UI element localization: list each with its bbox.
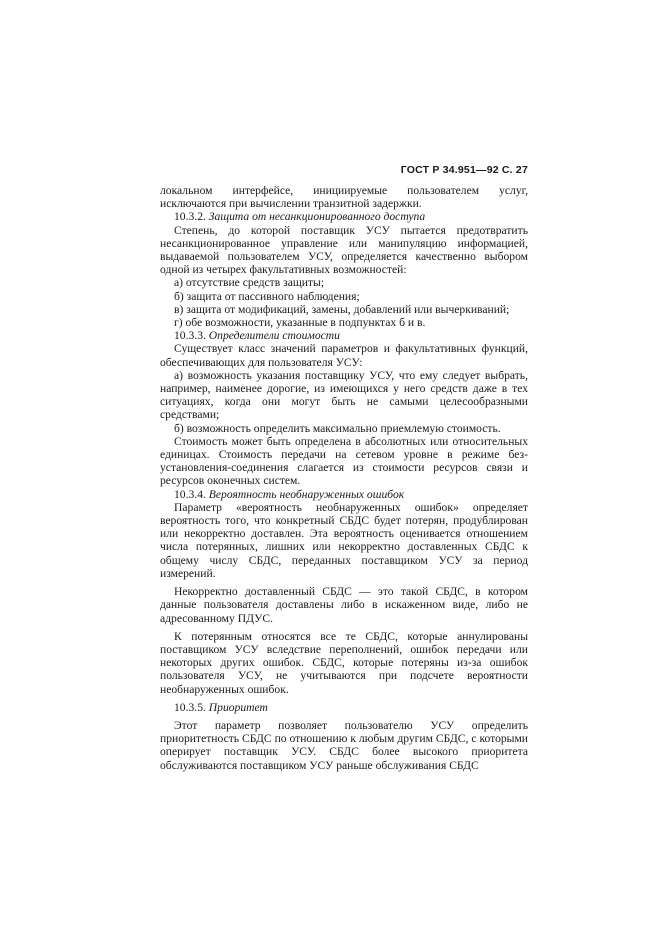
section-title: Приоритет (208, 700, 268, 714)
list-item: б) возможность определить максимально приемлемую стоимость. (174, 421, 501, 435)
paragraph: Степень, до которой поставщик УСУ пытается предотвратить несанкционированное управление или манипуляцию информацией, выдаваемой пользователем УСУ, определяется качественно выбором одной из четырех факультативных возможностей: (160, 223, 528, 277)
paragraph: Существует класс значений параметров и факультативных функций, обеспечивающих для пользователя УСУ: (160, 342, 528, 369)
list-item: в) защита от модификаций, замены, добавлений или вычеркиваний; (174, 302, 510, 316)
page-header: ГОСТ Р 34.951—92 С. 27 (400, 164, 528, 176)
paragraph: Параметр «вероятность необнаруженных ошибок» определяет вероятность того, что конкретный СБДС будет потерян, продублирован или некорректно доставлен. Эта вероятность оценивается отношением числа потерянных, лишних или некорректно доставленных СБДС к общему числу СБДС, переданных поставщиком УСУ за период измерений. (160, 500, 528, 580)
section-number: 10.3.4. (174, 487, 206, 501)
list-item: б) защита от пассивного наблюдения; (174, 289, 360, 303)
section-title: Определители стоимости (208, 329, 340, 343)
section-title: Вероятность необнаруженных ошибок (208, 487, 405, 501)
list-item: г) обе возможности, указанные в подпунктах б и в. (174, 316, 426, 330)
paragraph: Этот параметр позволяет пользователю УСУ определить приоритетность СБДС по отношению к любым другим СБДС, с которыми оперирует поставщик УСУ. СБДС более высокого приоритета обслуживаются поставщиком УСУ раньше обслуживания СБДС (160, 718, 528, 772)
section-number: 10.3.2. (174, 210, 206, 224)
paragraph: К потерянным относятся все те СБДС, которые аннулированы поставщиком УСУ вследствие переполнений, ошибок передачи или некоторых других ошибок. СБДС, которые потеряны из-за ошибок пользователя УСУ, не учитываются при подсчете вероятности необнаруженных ошибок. (160, 629, 528, 696)
paragraph: локальном интерфейсе, инициируемые пользователем услуг, исключаются при вычислении транзитной задержки. (160, 184, 528, 211)
section-heading (160, 488, 528, 501)
section-heading (160, 701, 528, 714)
list-item: а) возможность указания поставщику УСУ, что ему следует выбрать, например, наименее дорогие, из имеющихся у него средств даже в тех ситуациях, когда они могут быть не самыми целесообразными средствами; (160, 368, 528, 422)
paragraph: Стоимость может быть определена в абсолютных или относительных единицах. Стоимость передачи на сетевом уровне в режиме без-установления-соединения слагается из стоимости ресурсов связи и ресурсов оконечных систем. (160, 434, 528, 488)
document-body (160, 184, 528, 772)
section-heading (160, 329, 528, 342)
section-number: 10.3.3. (174, 329, 206, 343)
paragraph: Некорректно доставленный СБДС — это такой СБДС, в котором данные пользователя доставлены либо в искаженном виде, либо не адресованному ПДУС. (160, 585, 528, 625)
list-item: а) отсутствие средств защиты; (174, 276, 325, 290)
section-heading (160, 210, 528, 223)
section-number: 10.3.5. (174, 700, 206, 714)
section-title: Защита от несанкционированного доступа (208, 210, 426, 224)
